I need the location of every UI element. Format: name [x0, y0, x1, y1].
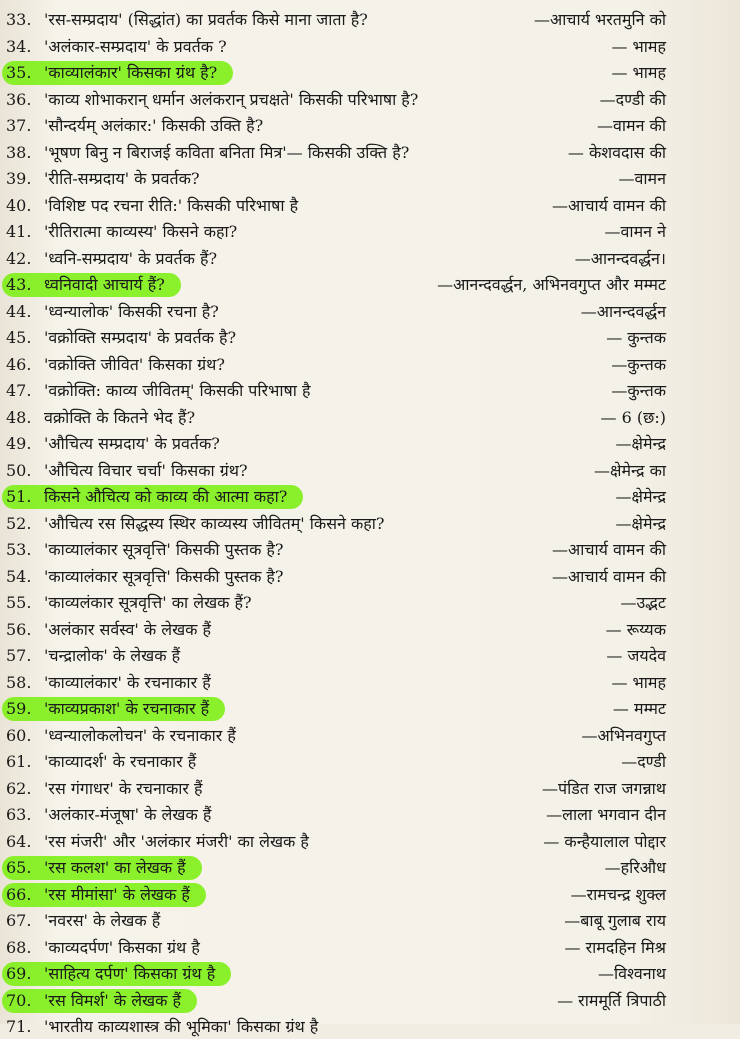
question-number: 53.: [6, 540, 32, 559]
question-number: 54.: [6, 567, 32, 586]
question-row: [0, 8, 740, 32]
question-text: 'काव्यालंकार सूत्रवृत्ति' किसकी पुस्तक है?: [44, 540, 284, 559]
question-text: 'रस कलश' का लेखक हैं: [44, 858, 186, 877]
question-text: 'रस गंगाधर' के रचनाकार हैं: [44, 779, 203, 798]
question-number: 33.: [6, 10, 32, 29]
question-row: [0, 777, 740, 801]
answer-text: — भामह: [611, 673, 666, 692]
question-text: 'ध्वन्यालोकलोचन' के रचनाकार हैं: [44, 726, 236, 745]
question-text: 'रस विमर्श' के लेखक हैं: [44, 991, 181, 1010]
answer-text: —कुन्तक: [611, 381, 666, 400]
question-row: [0, 962, 740, 986]
question-text: 'औचित्य रस सिद्धस्य स्थिर काव्यस्य जीवितम्' किसने कहा?: [44, 514, 385, 533]
question-row: [0, 406, 740, 430]
question-text: 'भूषण बिनु न बिराजई कविता बनिता मित्र'— किसकी उक्ति है?: [44, 143, 410, 162]
question-text: 'काव्यालंकार' किसका ग्रंथ है?: [44, 63, 218, 82]
answer-text: —हरिऔध: [604, 858, 666, 877]
question-number: 40.: [6, 196, 32, 215]
answer-text: —आनन्दवर्द्धन।: [574, 249, 666, 268]
question-row: [0, 273, 740, 297]
question-row: [0, 353, 740, 377]
question-row: [0, 459, 740, 483]
question-text: 'रीतिरात्मा काव्यस्य' किसने कहा?: [44, 222, 238, 241]
question-number: 71.: [6, 1017, 32, 1036]
answer-text: — 6 (छ:): [600, 408, 666, 427]
answer-text: —आनन्दवर्द्धन, अभिनवगुप्त और मम्मट: [437, 275, 666, 294]
answer-text: — रूय्यक: [605, 620, 666, 639]
answer-text: — कुन्तक: [606, 328, 666, 347]
question-row: [0, 803, 740, 827]
answer-text: —वामन ने: [604, 222, 666, 241]
question-row: [0, 565, 740, 589]
question-row: [0, 247, 740, 271]
answer-text: —वामन की: [596, 116, 666, 135]
question-number: 35.: [6, 63, 32, 82]
question-row: [0, 114, 740, 138]
question-text: वक्रोक्ति के कितने भेद हैं?: [44, 408, 196, 427]
question-row: [0, 1015, 740, 1039]
question-row: [0, 856, 740, 880]
question-number: 66.: [6, 885, 32, 904]
question-row: [0, 326, 740, 350]
question-number: 55.: [6, 593, 32, 612]
question-text: 'भारतीय काव्यशास्त्र की भूमिका' किसका ग्रंथ है: [44, 1017, 319, 1036]
question-row: [0, 989, 740, 1013]
question-number: 61.: [6, 752, 32, 771]
answer-text: —वामन: [618, 169, 666, 188]
question-text: 'अलंकार सर्वस्व' के लेखक हैं: [44, 620, 212, 639]
question-row: [0, 618, 740, 642]
answer-text: — केशवदास की: [567, 143, 666, 162]
question-text: 'विशिष्ट पद रचना रीति:' किसकी परिभाषा है: [44, 196, 299, 215]
question-number: 39.: [6, 169, 32, 188]
answer-text: —लाला भगवान दीन: [546, 805, 666, 824]
answer-text: — मम्मट: [612, 699, 666, 718]
question-row: [0, 220, 740, 244]
answer-text: — भामह: [611, 37, 666, 56]
question-number: 52.: [6, 514, 32, 533]
question-row: [0, 936, 740, 960]
question-number: 50.: [6, 461, 32, 480]
question-row: [0, 724, 740, 748]
question-text: 'अलंकार-सम्प्रदाय' के प्रवर्तक ?: [44, 37, 227, 56]
question-row: [0, 485, 740, 509]
question-row: [0, 167, 740, 191]
question-text: 'औचित्य सम्प्रदाय' के प्रवर्तक?: [44, 434, 220, 453]
answer-text: —अभिनवगुप्त: [581, 726, 666, 745]
question-number: 42.: [6, 249, 32, 268]
question-row: [0, 300, 740, 324]
question-number: 43.: [6, 275, 32, 294]
question-row: [0, 538, 740, 562]
answer-text: — रामदहिन मिश्र: [564, 938, 666, 957]
question-row: [0, 909, 740, 933]
question-number: 57.: [6, 646, 32, 665]
question-number: 34.: [6, 37, 32, 56]
answer-text: —पंडित राज जगन्नाथ: [541, 779, 666, 798]
question-text: 'औचित्य विचार चर्चा' किसका ग्रंथ?: [44, 461, 248, 480]
answer-text: —आचार्य वामन की: [551, 540, 666, 559]
answer-text: — जयदेव: [606, 646, 666, 665]
question-text: 'रीति-सम्प्रदाय' के प्रवर्तक?: [44, 169, 200, 188]
question-number: 36.: [6, 90, 32, 109]
question-text: 'रस-सम्प्रदाय' (सिद्धांत) का प्रवर्तक किसे माना जाता है?: [44, 10, 368, 29]
question-row: [0, 750, 740, 774]
question-row: [0, 512, 740, 536]
answer-text: — राममूर्ति त्रिपाठी: [557, 991, 666, 1010]
question-row: [0, 61, 740, 85]
question-number: 69.: [6, 964, 32, 983]
question-text: 'रस मीमांसा' के लेखक हैं: [44, 885, 190, 904]
question-number: 51.: [6, 487, 32, 506]
answer-text: —आनन्दवर्द्धन: [580, 302, 666, 321]
answer-text: —उद्भट: [620, 593, 666, 612]
answer-text: — कन्हैयालाल पोद्दार: [543, 832, 666, 851]
answer-text: —कुन्तक: [611, 355, 666, 374]
answer-text: —आचार्य वामन की: [551, 567, 666, 586]
question-row: [0, 35, 740, 59]
question-text: 'काव्यालंकार सूत्रवृत्ति' किसकी पुस्तक है?: [44, 567, 284, 586]
question-number: 67.: [6, 911, 32, 930]
answer-text: —विश्वनाथ: [598, 964, 666, 983]
question-number: 60.: [6, 726, 32, 745]
answer-text: —दण्डी: [621, 752, 666, 771]
question-row: [0, 830, 740, 854]
question-text: किसने औचित्य को काव्य की आत्मा कहा?: [44, 487, 288, 506]
question-number: 48.: [6, 408, 32, 427]
question-row: [0, 432, 740, 456]
answer-text: —दण्डी की: [599, 90, 666, 109]
question-row: [0, 591, 740, 615]
question-text: 'ध्वन्यालोक' किसकी रचना है?: [44, 302, 219, 321]
question-number: 58.: [6, 673, 32, 692]
question-number: 45.: [6, 328, 32, 347]
answer-text: —रामचन्द्र शुक्ल: [570, 885, 666, 904]
question-text: 'वक्रोक्ति: काव्य जीवितम्' किसकी परिभाषा है: [44, 381, 311, 400]
question-number: 38.: [6, 143, 32, 162]
question-number: 44.: [6, 302, 32, 321]
question-row: [0, 671, 740, 695]
question-number: 46.: [6, 355, 32, 374]
answer-text: —क्षेमेन्द्र का: [594, 461, 666, 480]
question-text: 'वक्रोक्ति जीवित' किसका ग्रंथ?: [44, 355, 225, 374]
answer-text: —बाबू गुलाब राय: [564, 911, 666, 930]
answer-text: —क्षेमेन्द्र: [615, 487, 666, 506]
question-row: [0, 883, 740, 907]
question-text: 'काव्यालंकार' के रचनाकार हैं: [44, 673, 211, 692]
question-text: 'साहित्य दर्पण' किसका ग्रंथ है: [44, 964, 216, 983]
question-text: 'ध्वनि-सम्प्रदाय' के प्रवर्तक हैं?: [44, 249, 218, 268]
question-number: 70.: [6, 991, 32, 1010]
question-row: [0, 141, 740, 165]
question-text: 'नवरस' के लेखक हैं: [44, 911, 161, 930]
question-text: 'सौन्दर्यम् अलंकार:' किसकी उक्ति है?: [44, 116, 264, 135]
question-text: 'अलंकार-मंजूषा' के लेखक हैं: [44, 805, 212, 824]
question-number: 65.: [6, 858, 32, 877]
question-number: 68.: [6, 938, 32, 957]
answer-text: —क्षेमेन्द्र: [615, 514, 666, 533]
answer-text: —आचार्य भरतमुनि को: [533, 10, 666, 29]
question-row: [0, 194, 740, 218]
answer-text: —क्षेमेन्द्र: [615, 434, 666, 453]
question-text: ध्वनिवादी आचार्य हैं?: [44, 275, 165, 294]
question-row: [0, 697, 740, 721]
question-row: [0, 644, 740, 668]
question-text: 'रस मंजरी' और 'अलंकार मंजरी' का लेखक है: [44, 832, 309, 851]
question-number: 41.: [6, 222, 32, 241]
question-row: [0, 379, 740, 403]
question-text: 'चन्द्रालोक' के लेखक हैं: [44, 646, 181, 665]
question-number: 49.: [6, 434, 32, 453]
question-text: 'काव्यादर्श' के रचनाकार हैं: [44, 752, 197, 771]
question-number: 59.: [6, 699, 32, 718]
question-number: 62.: [6, 779, 32, 798]
question-number: 56.: [6, 620, 32, 639]
answer-text: —आचार्य वामन की: [551, 196, 666, 215]
question-row: [0, 88, 740, 112]
question-text: 'काव्यलंकार सूत्रवृत्ति' का लेखक हैं?: [44, 593, 252, 612]
question-text: 'काव्यप्रकाश' के रचनाकार हैं: [44, 699, 210, 718]
question-number: 64.: [6, 832, 32, 851]
question-number: 37.: [6, 116, 32, 135]
question-number: 47.: [6, 381, 32, 400]
question-number: 63.: [6, 805, 32, 824]
question-text: 'काव्य शोभाकरान् धर्मान अलंकरान् प्रचक्षते' किसकी परिभाषा है?: [44, 90, 419, 109]
question-text: 'वक्रोक्ति सम्प्रदाय' के प्रवर्तक है?: [44, 328, 237, 347]
question-text: 'काव्यदर्पण' किसका ग्रंथ है: [44, 938, 200, 957]
answer-text: — भामह: [611, 63, 666, 82]
